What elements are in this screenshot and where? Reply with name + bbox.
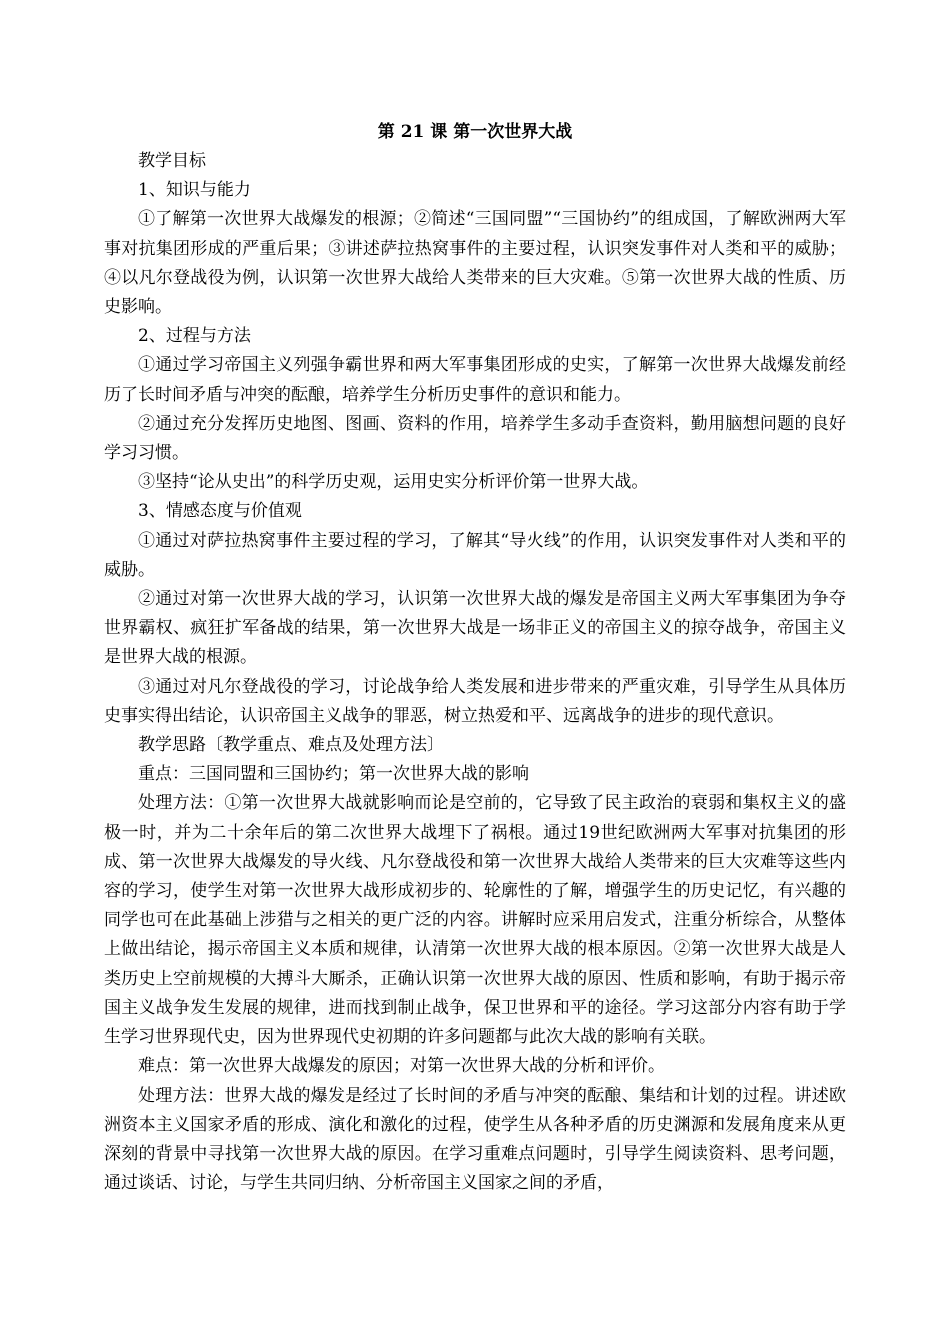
paragraph-emotion-2: ②通过对第一次世界大战的学习，认识第一次世界大战的爆发是帝国主义两大军事集团为争夺世界霸权、疯狂扩军备战的结果，第一次世界大战是一场非正义的帝国主义的掠夺战争，帝国主义是世界大战的根源。	[104, 589, 846, 668]
paragraph-difficulties: 难点：第一次世界大战爆发的原因；对第一次世界大战的分析和评价。	[138, 1056, 665, 1077]
paragraph-emotion-3: ③通过对凡尔登战役的学习，讨论战争给人类发展和进步带来的严重灾难，引导学生从具体历史事实得出结论，认识帝国主义战争的罪恶，树立热爱和平、远离战争的进步的现代意识。	[104, 676, 846, 726]
heading-knowledge-ability: 1、知识与能力	[138, 180, 251, 201]
paragraph-emotion-1: ①通过对萨拉热窝事件主要过程的学习，了解其“导火线”的作用，认识突发事件对人类和平的威胁。	[104, 530, 846, 580]
paragraph-difficulty-method: 处理方法：世界大战的爆发是经过了长时间的矛盾与冲突的酝酿、集结和计划的过程。讲述欧洲资本主义国家矛盾的形成、演化和激化的过程，使学生从各种矛盾的历史渊源和发展角度来从更深刻的背景中寻找第一次世界大战的原因。在学习重难点问题时，引导学生阅读资料、思考问题，通过谈话、讨论，与学生共同归纳、分析帝国主义国家之间的矛盾，	[104, 1085, 846, 1194]
heading-emotion-values: 3、情感态度与价值观	[138, 501, 302, 522]
paragraph-process-1: ①通过学习帝国主义列强争霸世界和两大军事集团形成的史实，了解第一次世界大战爆发前经历了长时间矛盾与冲突的酝酿，培养学生分析历史事件的意识和能力。	[104, 355, 846, 405]
document-title: 第 21 课 第一次世界大战	[377, 122, 573, 142]
paragraph-key-method: 处理方法：①第一次世界大战就影响而论是空前的，它导致了民主政治的衰弱和集权主义的盛极一时，并为二十余年后的第二次世界大战埋下了祸根。通过19世纪欧洲两大军事对抗集团的形成、第一次世界大战爆发的导火线、凡尔登战役和第一次世界大战给人类带来的巨大灾难等这些内容的学习，使学生对第一次世界大战形成初步的、轮廓性的了解，增强学生的历史记忆，有兴趣的同学也可在此基础上涉猎与之相关的更广泛的内容。讲解时应采用启发式，注重分析综合，从整体上做出结论，揭示帝国主义本质和规律，认清第一次世界大战的根本原因。②第一次世界大战是人类历史上空前规模的大搏斗大厮杀，正确认识第一次世界大战的原因、性质和影响，有助于揭示帝国主义战争发生发展的规律，进而找到制止战争，保卫世界和平的途径。学习这部分内容有助于学生学习世界现代史，因为世界现代史初期的许多问题都与此次大战的影响有关联。	[104, 793, 846, 1048]
heading-teaching-objectives: 教学目标	[138, 151, 206, 171]
heading-teaching-approach: 教学思路〔教学重点、难点及处理方法〕	[138, 735, 444, 756]
heading-process-method: 2、过程与方法	[138, 326, 251, 347]
paragraph-knowledge-goals: ①了解第一次世界大战爆发的根源；②简述“三国同盟”“三国协约”的组成国，了解欧洲两大军事对抗集团形成的严重后果；③讲述萨拉热窝事件的主要过程，认识突发事件对人类和平的威胁；④以凡尔登战役为例，认识第一次世界大战给人类带来的巨大灾难。⑤第一次世界大战的性质、历史影响。	[104, 209, 846, 318]
document-page	[104, 118, 846, 1198]
paragraph-key-points: 重点：三国同盟和三国协约；第一次世界大战的影响	[138, 764, 529, 785]
paragraph-process-2: ②通过充分发挥历史地图、图画、资料的作用，培养学生多动手查资料，勤用脑想问题的良好学习习惯。	[104, 413, 846, 464]
paragraph-process-3: ③坚持“论从史出”的科学历史观，运用史实分析评价第一世界大战。	[138, 472, 649, 493]
